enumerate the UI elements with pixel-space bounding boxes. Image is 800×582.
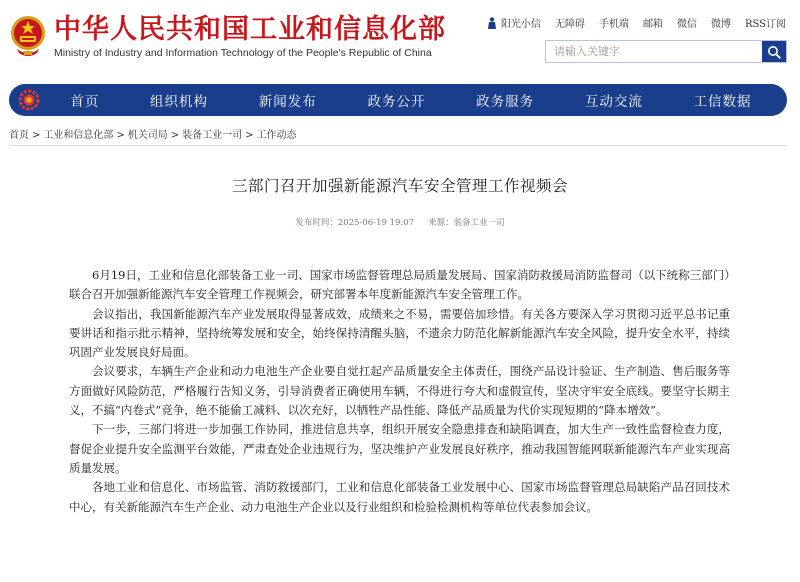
nav-item-services[interactable]: 政务服务: [476, 94, 535, 110]
top-link-accessibility[interactable]: 无障碍: [554, 19, 585, 30]
breadcrumb-work-news[interactable]: 工作动态: [256, 130, 297, 141]
article-meta: [0, 216, 800, 228]
publish-time: 2025-06-19 19:07: [337, 218, 415, 228]
article-paragraph: 会议要求，车辆生产企业和动力电池生产企业要自觉扛起产品质量安全主体责任，围绕产品设计验证、生产制造、售后服务等方面做好风险防范，严格履行告知义务，引导消费者正确使用车辆，不得进行夸大和虚假宣传，坚决守牢安全底线。要坚守长期主义，不搞“内卷式”竞争，绝不能偷工减料、以次充好，以牺牲产品性能、降低产品质量为代价实现短期的“降本增效”。: [69, 364, 730, 418]
article-paragraph: 会议指出，我国新能源汽车产业发展取得显著成效，成绩来之不易，需要倍加珍惜。有关各方要深入学习贯彻习近平总书记重要讲话和指示批示精神，坚持统筹发展和安全，始终保持清醒头脑，不遗余力防范化解新能源汽车安全风险，提升安全水平，持续巩固产业发展良好局面。: [69, 306, 730, 360]
breadcrumb-separator: >: [32, 130, 41, 141]
breadcrumb: [9, 126, 297, 141]
nav-item-public-affairs[interactable]: 政务公开: [367, 94, 426, 110]
search-icon: [767, 45, 781, 59]
search-box: [545, 40, 787, 63]
breadcrumb-home[interactable]: 首页: [9, 130, 29, 141]
top-link-mobile[interactable]: 手机端: [598, 19, 629, 30]
gear-logo-icon: [18, 89, 40, 111]
top-link-label: 阳光小信: [500, 19, 541, 30]
top-link-rss[interactable]: RSS订阅: [744, 19, 786, 30]
search-button[interactable]: [762, 41, 786, 62]
breadcrumb-separator: >: [245, 130, 254, 141]
article-paragraph: 各地工业和信息化、市场监管、消防救援部门，工业和信息化部装备工业发展中心、国家市场监督管理总局缺陷产品召回技术中心，有关新能源汽车生产企业、动力电池生产企业以及行业组织和检验检测机构等单位代表参加会议。: [69, 480, 730, 514]
divider: [9, 145, 787, 146]
nav-item-organization[interactable]: 组织机构: [150, 94, 209, 110]
nav-item-home[interactable]: 首页: [70, 94, 100, 110]
source-label: 来源：: [428, 218, 454, 228]
national-emblem-icon: [9, 13, 47, 59]
nav-logo[interactable]: [13, 84, 45, 116]
breadcrumb-ministry[interactable]: 工业和信息化部: [43, 130, 114, 141]
breadcrumb-separator: >: [116, 130, 125, 141]
nav-item-interaction[interactable]: 互动交流: [584, 94, 643, 110]
site-header: [0, 0, 800, 80]
article-paragraph: 下一步，三部门将进一步加强工作协同，推进信息共享，组织开展安全隐患排查和缺陷调查，加大生产一致性监督检查力度，督促企业提升安全监测平台效能，严肃查处企业违规行为，坚决维护产业发展良好秩序，推动我国智能网联新能源汽车产业实现高质量发展。: [69, 422, 730, 475]
article-paragraph: 6月19日，工业和信息化部装备工业一司、国家市场监督管理总局质量发展局、国家消防救援局消防监督司（以下统称三部门）联合召开加强新能源汽车安全管理工作视频会，研究部署本年度新能源汽车安全管理工作。: [69, 268, 730, 302]
breadcrumb-equipment-dept[interactable]: 装备工业一司: [182, 130, 243, 141]
top-link-weibo[interactable]: 微博: [710, 19, 731, 30]
article-title: 三部门召开加强新能源汽车安全管理工作视频会: [231, 177, 568, 195]
top-link-mail[interactable]: 邮箱: [642, 19, 663, 30]
nav-item-news[interactable]: 新闻发布: [258, 94, 317, 110]
top-link-wechat[interactable]: 微信: [676, 19, 697, 30]
main-nav: [9, 84, 787, 116]
person-icon: [487, 17, 497, 29]
nav-items: [45, 90, 787, 110]
breadcrumb-separator: >: [170, 130, 180, 141]
publish-time-label: 发布时间：: [295, 218, 338, 228]
article-body: [69, 266, 730, 517]
search-input[interactable]: [546, 41, 762, 62]
site-subtitle: Ministry of Industry and Information Technology of the People's Republic of China: [54, 47, 432, 59]
site-title: 中华人民共和国工业和信息化部: [54, 14, 446, 45]
source: 装备工业一司: [453, 218, 505, 228]
nav-item-data[interactable]: 工信数据: [693, 94, 752, 110]
top-links: [487, 15, 786, 30]
breadcrumb-departments[interactable]: 机关司局: [127, 130, 168, 141]
top-link-sunshine[interactable]: [487, 15, 541, 30]
